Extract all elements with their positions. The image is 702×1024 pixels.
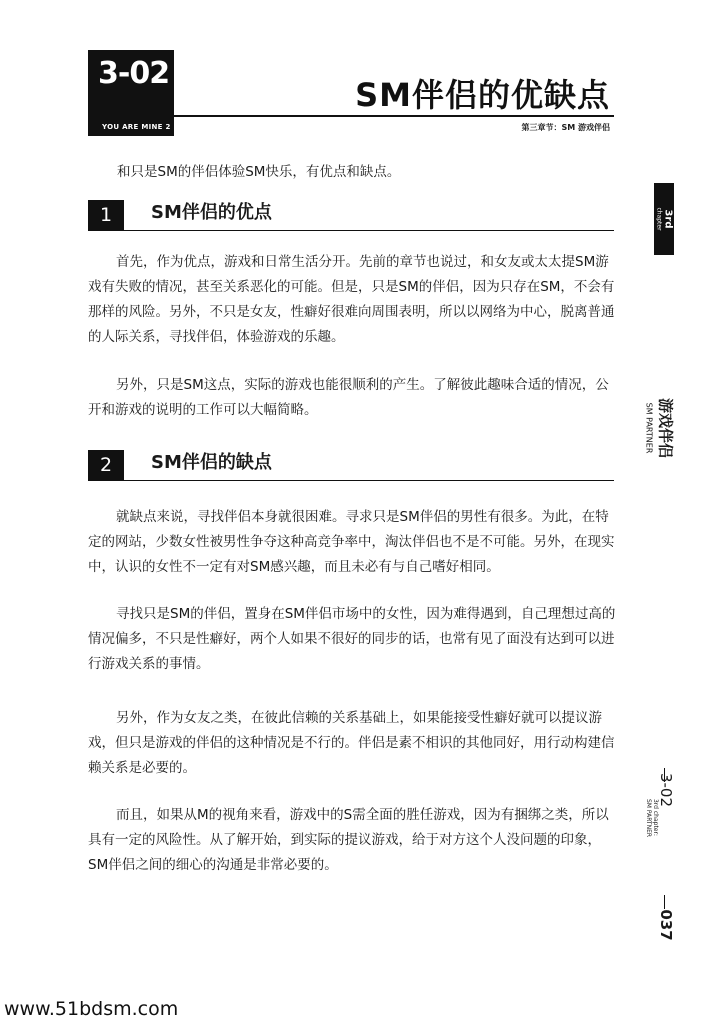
paragraph: 而且，如果从M的视角来看，游戏中的S需全面的胜任游戏，因为有捆绑之类，所以具有一定的风险性。从了解开始，到实际的提议游戏，给于对方这个人没问题的印象，SM伴侣之间的细心的沟通是非常必要的。 (88, 807, 609, 873)
page-title: SM伴侣的优缺点 (355, 76, 610, 114)
sidebar-chapter-note-1: 3rd chapter: (652, 798, 659, 836)
paragraph: 寻找只是SM的伴侣，置身在SM伴侣市场中的女性，因为难得遇到，自己理想过高的情况偏多，不只是性癖好，两个人如果不很好的同步的话，也常有见了面没有达到可以进行游戏关系的事情。 (88, 606, 616, 672)
intro-text: 和只是SM的伴侣体验SM快乐，有优点和缺点。 (117, 164, 401, 180)
side-tab-main: 3rd (662, 209, 674, 229)
section-heading-disadvantages (88, 446, 614, 481)
footer-url: www.51bdsm.com (4, 998, 179, 1020)
section-heading-advantages (88, 196, 614, 231)
sidebar-title: 游戏伴侣 (656, 397, 675, 459)
paragraph: 另外，作为女友之类，在彼此信赖的关系基础上，如果能接受性癖好就可以提议游戏，但只是游戏的伴侣的这种情况是不行的。伴侣是素不相识的其他同好，用行动构建信赖关系是必要的。 (88, 710, 615, 776)
section-note: 第三章节：SM 游戏伴侣 (521, 123, 610, 132)
chapter-number: 3-02 (98, 56, 170, 91)
sidebar-subtitle: SM PARTNER (644, 402, 654, 454)
chapter-badge (88, 50, 174, 136)
paragraph: 首先，作为优点，游戏和日常生活分开。先前的章节也说过，和女友或太太提SM游戏有失败的情况，甚至关系恶化的可能。但是，只是SM的伴侣，因为只存在SM，不会有那样的风险。另外，不只是女友，性癖好很难向周围表明，所以以网络为中心，脱离普通的人际关系，寻找伴侣，体验游戏的乐趣。 (88, 254, 615, 345)
chapter-tag: YOU ARE MINE 2 (102, 123, 171, 131)
sidebar-page-code: 3-02 (657, 772, 675, 808)
section-title: SM伴侣的缺点 (151, 452, 272, 473)
sidebar-divider (664, 895, 665, 909)
sidebar-chapter-note (645, 799, 659, 837)
sidebar-chapter-note-2: SM PARTNER (645, 798, 652, 838)
section-title: SM伴侣的优点 (151, 202, 272, 223)
paragraph: 就缺点来说，寻找伴侣本身就很困难。寻求只是SM伴侣的男性有很多。为此，在特定的网站，少数女性被男性争夺这种高竞争率中，淘汰伴侣也不是不可能。另外，在现实中，认识的女性不一定有对SM感兴趣，而且未必有与自己嗜好相同。 (88, 509, 615, 575)
page-number: 037 (657, 909, 675, 941)
section-number: 2 (88, 450, 124, 480)
paragraph: 另外，只是SM这点，实际的游戏也能很顺利的产生。了解彼此趣味合适的情况，公开和游戏的说明的工作可以大幅简略。 (88, 377, 609, 418)
chapter-side-tab (654, 183, 674, 255)
section-number: 1 (88, 200, 124, 230)
side-tab-sub: chapter (655, 207, 663, 231)
